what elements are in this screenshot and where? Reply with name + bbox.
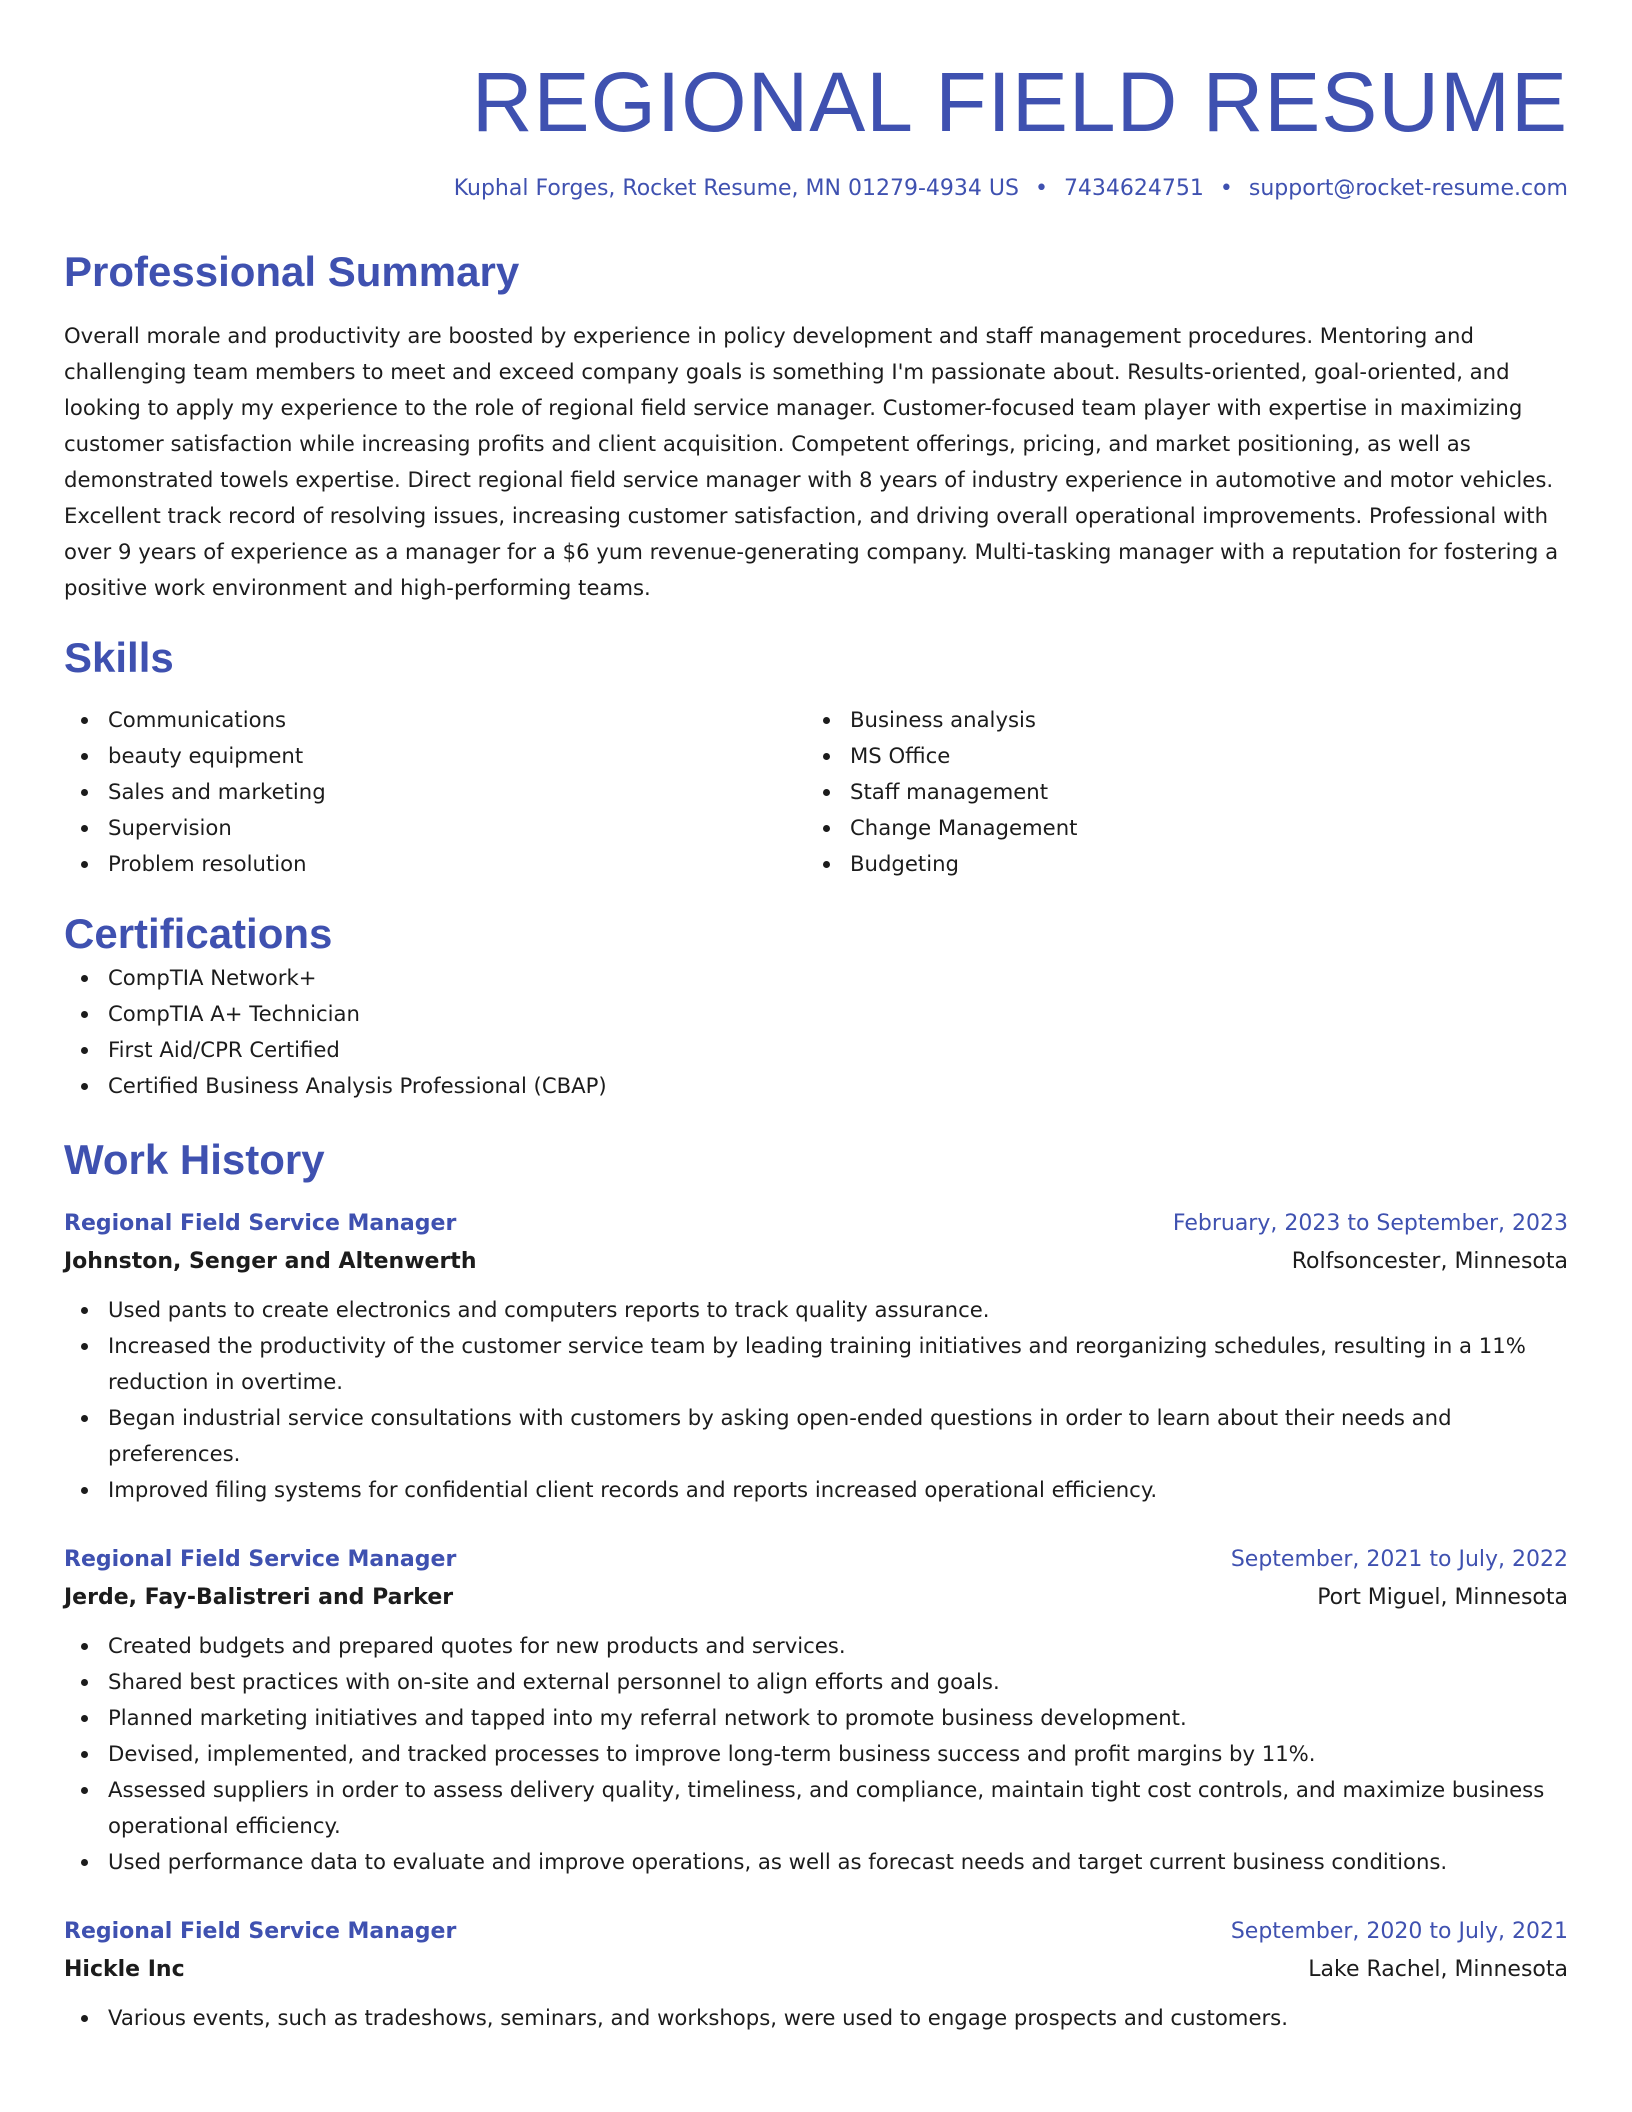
job-company: Hickle Inc — [64, 1957, 185, 1982]
job-location: Port Miguel, Minnesota — [1317, 1585, 1568, 1610]
job-bullet: Shared best practices with on-site and external personnel to align efforts and goals. — [64, 1664, 1568, 1700]
job-bullets — [64, 2000, 1568, 2036]
certification-item: CompTIA A+ Technician — [64, 996, 1568, 1032]
skill-item: Change Management — [806, 810, 1548, 846]
summary-text: Overall morale and productivity are boosted by experience in policy development and staff management procedures. Mentoring and challenging team members to meet and exceed company goals is something I'm passionate about. Results-oriented, goal-oriented, and looking to apply my experience to the role of regional field service manager. Customer-focused team player with expertise in maximizing customer satisfaction while increasing profits and client acquisition. Competent offerings, pricing, and market positioning, as well as demonstrated towels expertise. Direct regional field service manager with 8 years of industry experience in automotive and motor vehicles. Excellent track record of resolving issues, increasing customer satisfaction, and driving overall operational improvements. Professional with over 9 years of experience as a manager for a $6 yum revenue-generating company. Multi-tasking manager with a reputation for fostering a positive work environment and high-performing teams. — [64, 323, 1559, 600]
certification-item: First Aid/CPR Certified — [64, 1032, 1568, 1068]
job-dates: September, 2021 to July, 2022 — [1230, 1547, 1568, 1572]
job-title: Regional Field Service Manager — [64, 1211, 457, 1236]
resume-page — [64, 0, 1568, 2036]
skill-item: Business analysis — [806, 702, 1548, 738]
skill-item: Supervision — [64, 810, 806, 846]
job-entry — [64, 1542, 1568, 1880]
job-bullet: Assessed suppliers in order to assess delivery quality, timeliness, and compliance, maintain tight cost controls, and maximize business operational efficiency. — [64, 1772, 1568, 1844]
job-bullet: Used pants to create electronics and computers reports to track quality assurance. — [64, 1292, 1568, 1328]
job-dates: February, 2023 to September, 2023 — [1172, 1211, 1568, 1236]
work-history-heading: Work History — [64, 1136, 325, 1183]
job-company: Jerde, Fay-Balistreri and Parker — [64, 1585, 454, 1610]
contact-separator: • — [1219, 176, 1233, 201]
skill-item: Budgeting — [806, 846, 1548, 882]
summary-heading: Professional Summary — [64, 248, 520, 295]
job-bullets — [64, 1628, 1568, 1880]
job-location: Rolfsoncester, Minnesota — [1291, 1249, 1568, 1274]
certifications-heading: Certifications — [64, 910, 333, 957]
skills-grid — [64, 702, 1568, 882]
job-bullets — [64, 1292, 1568, 1508]
job-entry — [64, 1914, 1568, 2036]
job-bullet: Various events, such as tradeshows, seminars, and workshops, were used to engage prospects and customers. — [64, 2000, 1568, 2036]
skills-column-left — [64, 702, 806, 882]
job-bullet: Improved filing systems for confidential client records and reports increased operational efficiency. — [64, 1472, 1568, 1508]
job-bullet: Began industrial service consultations with customers by asking open-ended questions in order to learn about their needs and preferences. — [64, 1400, 1568, 1472]
job-title: Regional Field Service Manager — [64, 1919, 457, 1944]
certifications-list — [64, 960, 1568, 1104]
skill-item: MS Office — [806, 738, 1548, 774]
contact-line — [64, 174, 1568, 204]
job-bullet: Planned marketing initiatives and tapped into my referral network to promote business development. — [64, 1700, 1568, 1736]
job-entry — [64, 1206, 1568, 1508]
contact-phone[interactable]: 7434624751 — [1063, 176, 1204, 201]
contact-address: Kuphal Forges, Rocket Resume, MN 01279-4934 US — [453, 176, 1019, 201]
job-dates: September, 2020 to July, 2021 — [1230, 1919, 1568, 1944]
skill-item: Staff management — [806, 774, 1548, 810]
job-bullet: Used performance data to evaluate and improve operations, as well as forecast needs and target current business conditions. — [64, 1844, 1568, 1880]
skill-item: Problem resolution — [64, 846, 806, 882]
job-bullet: Devised, implemented, and tracked processes to improve long-term business success and profit margins by 11%. — [64, 1736, 1568, 1772]
skills-heading: Skills — [64, 634, 174, 681]
job-location: Lake Rachel, Minnesota — [1308, 1957, 1568, 1982]
job-company: Johnston, Senger and Altenwerth — [64, 1249, 477, 1274]
job-bullet: Created budgets and prepared quotes for new products and services. — [64, 1628, 1568, 1664]
certification-item: CompTIA Network+ — [64, 960, 1568, 996]
job-bullet: Increased the productivity of the customer service team by leading training initiatives and reorganizing schedules, resulting in a 11% reduction in overtime. — [64, 1328, 1568, 1400]
skill-item: Communications — [64, 702, 806, 738]
certification-item: Certified Business Analysis Professional (CBAP) — [64, 1068, 1568, 1104]
contact-separator: • — [1034, 176, 1048, 201]
resume-name: REGIONAL FIELD RESUME — [471, 55, 1568, 149]
skill-item: Sales and marketing — [64, 774, 806, 810]
skill-item: beauty equipment — [64, 738, 806, 774]
job-title: Regional Field Service Manager — [64, 1547, 457, 1572]
contact-email[interactable]: support@rocket-resume.com — [1248, 176, 1568, 201]
skills-column-right — [806, 702, 1548, 882]
